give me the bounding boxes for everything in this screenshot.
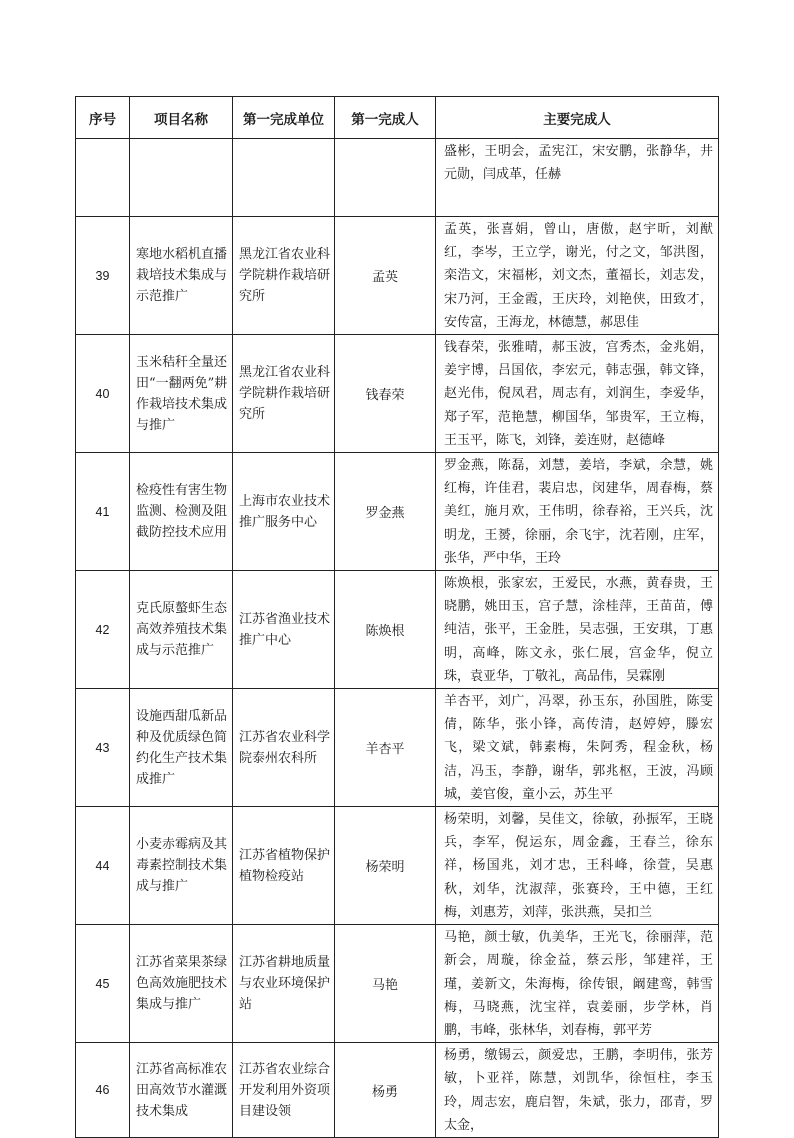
row-project: 设施西甜瓜新品种及优质绿色简约化生产技术集成推广 xyxy=(130,689,233,807)
row-unit: 黑龙江省农业科学院耕作栽培研究所 xyxy=(233,335,335,453)
row-people xyxy=(436,807,719,925)
row-project: 江苏省菜果茶绿色高效施肥技术集成与推广 xyxy=(130,925,233,1043)
table-header-row xyxy=(76,97,719,139)
row-seq xyxy=(76,139,130,217)
row-people-text: 钱春荣，张雅晴，郝玉波，宫秀杰，金兆娟，姜宇博，吕国依，李宏元，韩志强，韩文锋，赵光伟，倪凤君，周志有，刘润生，李爱华，郑子军，范艳慧，柳国华，邹贵军，王立梅，王玉平，陈飞，刘锋，姜连财，赵德峰 xyxy=(444,340,713,448)
row-lead xyxy=(335,139,436,217)
row-seq: 44 xyxy=(76,807,130,925)
row-project: 检疫性有害生物监测、检测及阻截防控技术应用 xyxy=(130,453,233,571)
row-seq: 46 xyxy=(76,1043,130,1138)
row-project xyxy=(130,139,233,217)
row-people-text: 杨勇，缴锡云，颜爱忠，王鹏，李明伟，张芳敏，卜亚祥，陈慧，刘凯华，徐恒柱，李玉玲，周志宏，鹿启智，朱斌，张力，邵青，罗太金， xyxy=(444,1048,713,1133)
row-people xyxy=(436,217,719,335)
row-lead: 罗金燕 xyxy=(335,453,436,571)
row-project: 江苏省高标准农田高效节水灌溉技术集成 xyxy=(130,1043,233,1138)
header-seq: 序号 xyxy=(76,97,130,139)
row-people-text: 盛彬，王明会，孟宪江，宋安鹏，张静华，井元勋，闫成革，任赫 xyxy=(444,144,713,183)
header-project: 项目名称 xyxy=(130,97,233,139)
row-unit xyxy=(233,139,335,217)
table-row xyxy=(76,217,719,335)
table-row xyxy=(76,453,719,571)
row-unit: 江苏省农业科学院泰州农科所 xyxy=(233,689,335,807)
row-people-text: 杨荣明，刘馨，吴佳文，徐敏，孙振军，王晓兵，李军，倪运东，周金鑫，王春兰，徐东祥，杨国兆，刘才忠，王科峰，徐萱，吴惠秋，刘华，沈淑萍，张赛玲，王中德，王红梅，刘惠芳，刘萍，张洪燕，吴扣兰 xyxy=(444,812,713,920)
row-people xyxy=(436,571,719,689)
table-row xyxy=(76,925,719,1043)
table-row xyxy=(76,139,719,217)
row-people xyxy=(436,925,719,1043)
row-people-text: 羊杏平，刘广，冯翠，孙玉东，孙国胜，陈雯倩，陈华，张小锋，高传清，赵婷婷，滕宏飞，梁文斌，韩素梅，朱阿秀，程金秋，杨洁，冯玉，李静，谢华，郭兆枢，王波，冯顾城，姜官俊，童小云，苏生平 xyxy=(444,694,713,802)
row-people-text: 罗金燕，陈磊，刘慧，姜培，李斌，余慧，姚红梅，许佳君，裴启忠，闵建华，周春梅，蔡美红，施月欢，王伟明，徐春裕，王兴兵，沈明龙，王赟，徐丽，余飞宇，沈若刚，庄军，张华，严中华，王玲 xyxy=(444,458,713,566)
awards-table xyxy=(75,96,719,1138)
table-row xyxy=(76,571,719,689)
row-unit: 江苏省渔业技术推广中心 xyxy=(233,571,335,689)
row-unit: 上海市农业技术推广服务中心 xyxy=(233,453,335,571)
row-unit: 江苏省农业综合开发利用外资项目建设领 xyxy=(233,1043,335,1138)
row-seq: 43 xyxy=(76,689,130,807)
row-project: 克氏原螯虾生态高效养殖技术集成与示范推广 xyxy=(130,571,233,689)
row-project: 寒地水稻机直播栽培技术集成与示范推广 xyxy=(130,217,233,335)
row-lead: 羊杏平 xyxy=(335,689,436,807)
header-unit: 第一完成单位 xyxy=(233,97,335,139)
header-people: 主要完成人 xyxy=(436,97,719,139)
row-lead: 马艳 xyxy=(335,925,436,1043)
table-row xyxy=(76,689,719,807)
row-unit: 江苏省植物保护植物检疫站 xyxy=(233,807,335,925)
row-lead: 陈焕根 xyxy=(335,571,436,689)
row-lead: 钱春荣 xyxy=(335,335,436,453)
row-seq: 40 xyxy=(76,335,130,453)
header-lead: 第一完成人 xyxy=(335,97,436,139)
row-lead: 杨勇 xyxy=(335,1043,436,1138)
row-people-text: 陈焕根，张家宏，王爱民，水燕，黄春贵，王晓鹏，姚田玉，宫子慧，涂桂萍，王苗苗，傅纯洁，张平，王金胜，吴志强，王安琪，丁惠明，高峰，陈文永，张仁展，宫金华，倪立珠，袁亚华，丁敬礼，高品伟，吴霖刚 xyxy=(444,576,713,684)
row-lead: 孟英 xyxy=(335,217,436,335)
table-row xyxy=(76,1043,719,1138)
row-seq: 42 xyxy=(76,571,130,689)
row-people xyxy=(436,689,719,807)
row-unit: 黑龙江省农业科学院耕作栽培研究所 xyxy=(233,217,335,335)
row-people xyxy=(436,335,719,453)
row-people xyxy=(436,1043,719,1138)
row-people-text: 孟英，张喜娟，曾山，唐傲，赵宇昕，刘猷红，李岑，王立学，谢光，付之文，邹洪图，栾浩文，宋福彬，刘文杰，董福长，刘志发，宋乃河，王金霞，王庆玲，刘艳侠，田致才，安传富，王海龙，林德慧，郝思佳 xyxy=(444,222,713,330)
row-people xyxy=(436,453,719,571)
row-lead: 杨荣明 xyxy=(335,807,436,925)
table-row xyxy=(76,335,719,453)
table-row xyxy=(76,807,719,925)
row-project: 小麦赤霉病及其毒素控制技术集成与推广 xyxy=(130,807,233,925)
row-project: 玉米秸秆全量还田“一翻两免”耕作栽培技术集成与推广 xyxy=(130,335,233,453)
row-seq: 45 xyxy=(76,925,130,1043)
row-people xyxy=(436,139,719,217)
row-seq: 41 xyxy=(76,453,130,571)
row-seq: 39 xyxy=(76,217,130,335)
row-people-text: 马艳，颜士敏，仇美华，王光飞，徐丽萍，范新会，周璇，徐金益，蔡云彤，邹建祥，王瑾，姜新文，朱海梅，徐传银，阚建鸾，韩雪梅，马晓燕，沈宝祥，袁姜丽，步学林，肖鹏，韦峰，张林华，刘春梅，郭平芳 xyxy=(444,930,713,1038)
row-unit: 江苏省耕地质量与农业环境保护站 xyxy=(233,925,335,1043)
